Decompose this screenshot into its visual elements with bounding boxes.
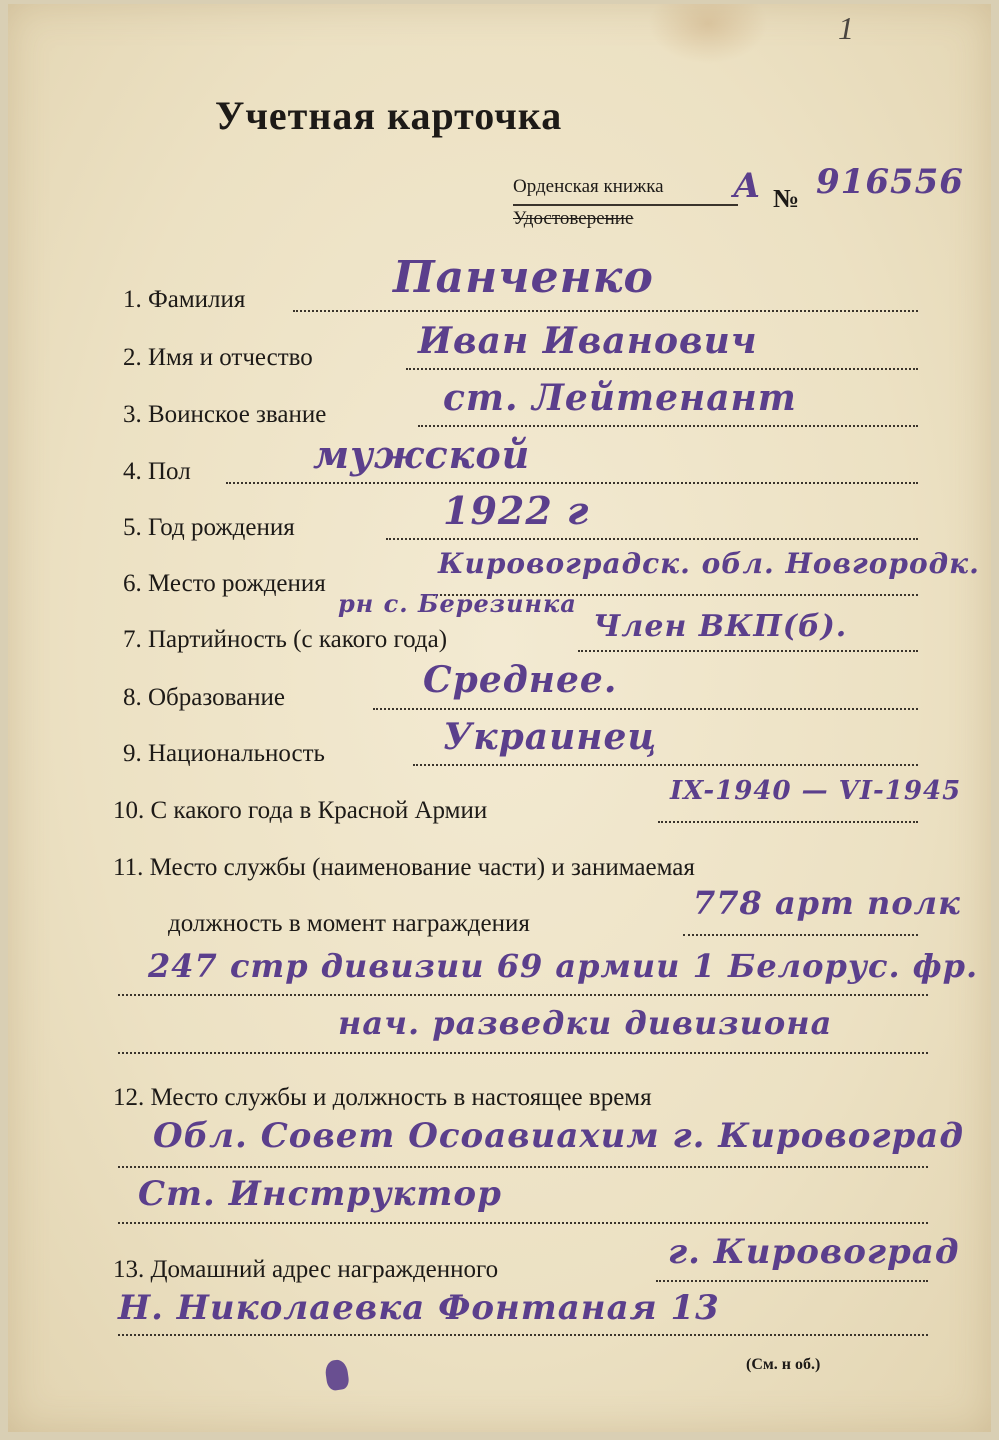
- field-party-line: [578, 650, 918, 652]
- field-nationality-label: 9. Национальность: [123, 740, 325, 767]
- field-surname-value: Панченко: [393, 252, 654, 303]
- field-service-line-2: [118, 994, 928, 996]
- order-book-underline: [513, 204, 738, 206]
- certificate-label: Удостоверение: [513, 208, 634, 229]
- field-army-since-label: 10. С какого года в Красной Армии: [113, 797, 488, 824]
- field-education-value: Среднее.: [423, 659, 618, 701]
- field-service-line-1: [683, 934, 918, 936]
- order-book-number: 916556: [816, 162, 964, 202]
- field-current-service-value-1: Обл. Совет Осоавиахим г. Кировоград: [153, 1116, 964, 1156]
- page-number: 1: [838, 10, 854, 46]
- field-education-label: 8. Образование: [123, 684, 286, 711]
- registration-card: [8, 4, 991, 1432]
- field-rank-value: ст. Лейтенант: [443, 377, 797, 419]
- field-current-service-line-2: [118, 1222, 928, 1224]
- field-current-service-value-2: Ст. Инструктор: [138, 1174, 502, 1214]
- field-rank-label: 3. Воинское звание: [123, 401, 327, 428]
- field-address-value-2: Н. Николаевка Фонтаная 13: [118, 1288, 720, 1328]
- field-rank-line: [418, 425, 918, 427]
- field-sex-value: мужской: [313, 432, 531, 477]
- field-birthplace-value-2: рн с. Березинка: [338, 589, 577, 618]
- field-name-line: [406, 368, 918, 370]
- field-birth-year-value: 1922 г: [443, 488, 590, 533]
- field-service-value-2: 247 стр дивизии 69 армии 1 Белорус. фр.: [148, 947, 979, 985]
- field-sex-line: [226, 482, 918, 484]
- field-address-label: 13. Домашний адрес награжденного: [113, 1256, 499, 1283]
- field-address-line-1: [656, 1280, 928, 1282]
- field-name-value: Иван Иванович: [418, 320, 758, 362]
- field-nationality-line: [413, 764, 918, 766]
- field-surname-line: [293, 310, 918, 312]
- field-surname-label: 1. Фамилия: [123, 286, 246, 313]
- field-nationality-value: Украинец: [443, 716, 658, 758]
- series-letter: А: [733, 166, 762, 206]
- field-service-label-2: должность в момент награждения: [168, 910, 530, 937]
- card-title: Учетная карточка: [215, 93, 563, 138]
- field-service-value-3: нач. разведки дивизиона: [338, 1004, 833, 1042]
- see-reverse-note: (См. н об.): [746, 1356, 821, 1373]
- field-army-since-value: IX-1940 — VI-1945: [670, 776, 962, 806]
- field-birth-year-line: [386, 538, 918, 540]
- field-sex-label: 4. Пол: [123, 458, 191, 485]
- field-education-line: [373, 708, 918, 710]
- field-address-line-2: [118, 1334, 928, 1336]
- stain: [648, 4, 768, 64]
- ink-blot: [324, 1359, 350, 1392]
- field-address-value-1: г. Кировоград: [668, 1232, 960, 1272]
- field-birth-year-label: 5. Год рождения: [123, 514, 295, 541]
- field-party-label: 7. Партийность (с какого года): [123, 626, 448, 653]
- field-service-line-3: [118, 1052, 928, 1054]
- field-army-since-line: [658, 821, 918, 823]
- field-current-service-label: 12. Место службы и должность в настоящее время: [113, 1084, 652, 1111]
- field-party-value: Член ВКП(б).: [593, 609, 848, 644]
- field-service-label-1: 11. Место службы (наименование части) и занимаемая: [113, 854, 695, 881]
- field-birthplace-value: Кировоградск. обл. Новгородк.: [438, 547, 980, 580]
- field-service-value-1: 778 арт полк: [693, 884, 961, 922]
- field-current-service-line-1: [118, 1166, 928, 1168]
- order-book-label: Орденская книжка: [513, 176, 664, 197]
- field-name-label: 2. Имя и отчество: [123, 344, 313, 371]
- field-birthplace-label: 6. Место рождения: [123, 570, 326, 597]
- number-sign: №: [773, 184, 800, 213]
